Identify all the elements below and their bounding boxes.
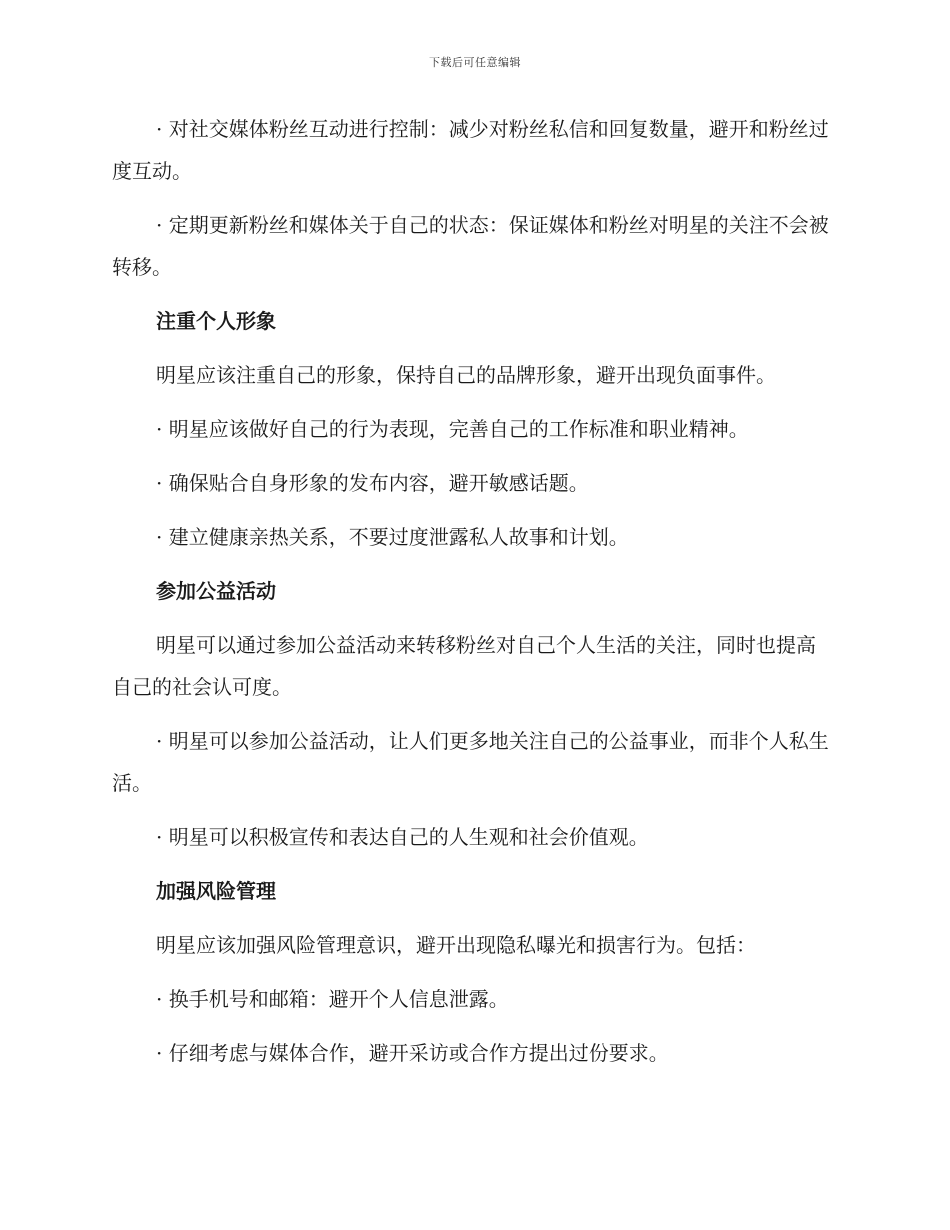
- body-paragraph: 明星应该注重自己的形象，保持自己的品牌形象，避开出现负面事件。: [156, 363, 776, 387]
- section-heading: 加强风险管理: [156, 879, 276, 903]
- bullet-paragraph: · 对社交媒体粉丝互动进行控制：减少对粉丝私信和回复数量，避开和粉丝过度互动。: [112, 117, 829, 183]
- bullet-paragraph: · 确保贴合自身形象的发布内容，避开敏感话题。: [156, 471, 589, 495]
- bullet-paragraph: · 换手机号和邮箱：避开个人信息泄露。: [156, 987, 509, 1011]
- section-heading: 参加公益活动: [156, 579, 276, 603]
- bullet-paragraph: · 定期更新粉丝和媒体关于自己的状态：保证媒体和粉丝对明星的关注不会被转移。: [112, 213, 829, 279]
- body-paragraph: 明星应该加强风险管理意识，避开出现隐私曝光和损害行为。包括：: [156, 933, 756, 957]
- document-body: [112, 108, 832, 1086]
- section-heading: 注重个人形象: [156, 309, 276, 333]
- bullet-paragraph: · 明星可以积极宣传和表达自己的人生观和社会价值观。: [156, 825, 649, 849]
- bullet-paragraph: · 建立健康亲热关系，不要过度泄露私人故事和计划。: [156, 525, 629, 549]
- body-paragraph: 明星可以通过参加公益活动来转移粉丝对自己个人生活的关注，同时也提高自己的社会认可度。: [112, 633, 816, 699]
- bullet-paragraph: · 仔细考虑与媒体合作，避开采访或合作方提出过份要求。: [156, 1041, 669, 1065]
- page-header: 下载后可任意编辑: [429, 56, 521, 69]
- bullet-paragraph: · 明星应该做好自己的行为表现，完善自己的工作标准和职业精神。: [156, 417, 749, 441]
- bullet-paragraph: · 明星可以参加公益活动，让人们更多地关注自己的公益事业，而非个人私生活。: [112, 729, 829, 795]
